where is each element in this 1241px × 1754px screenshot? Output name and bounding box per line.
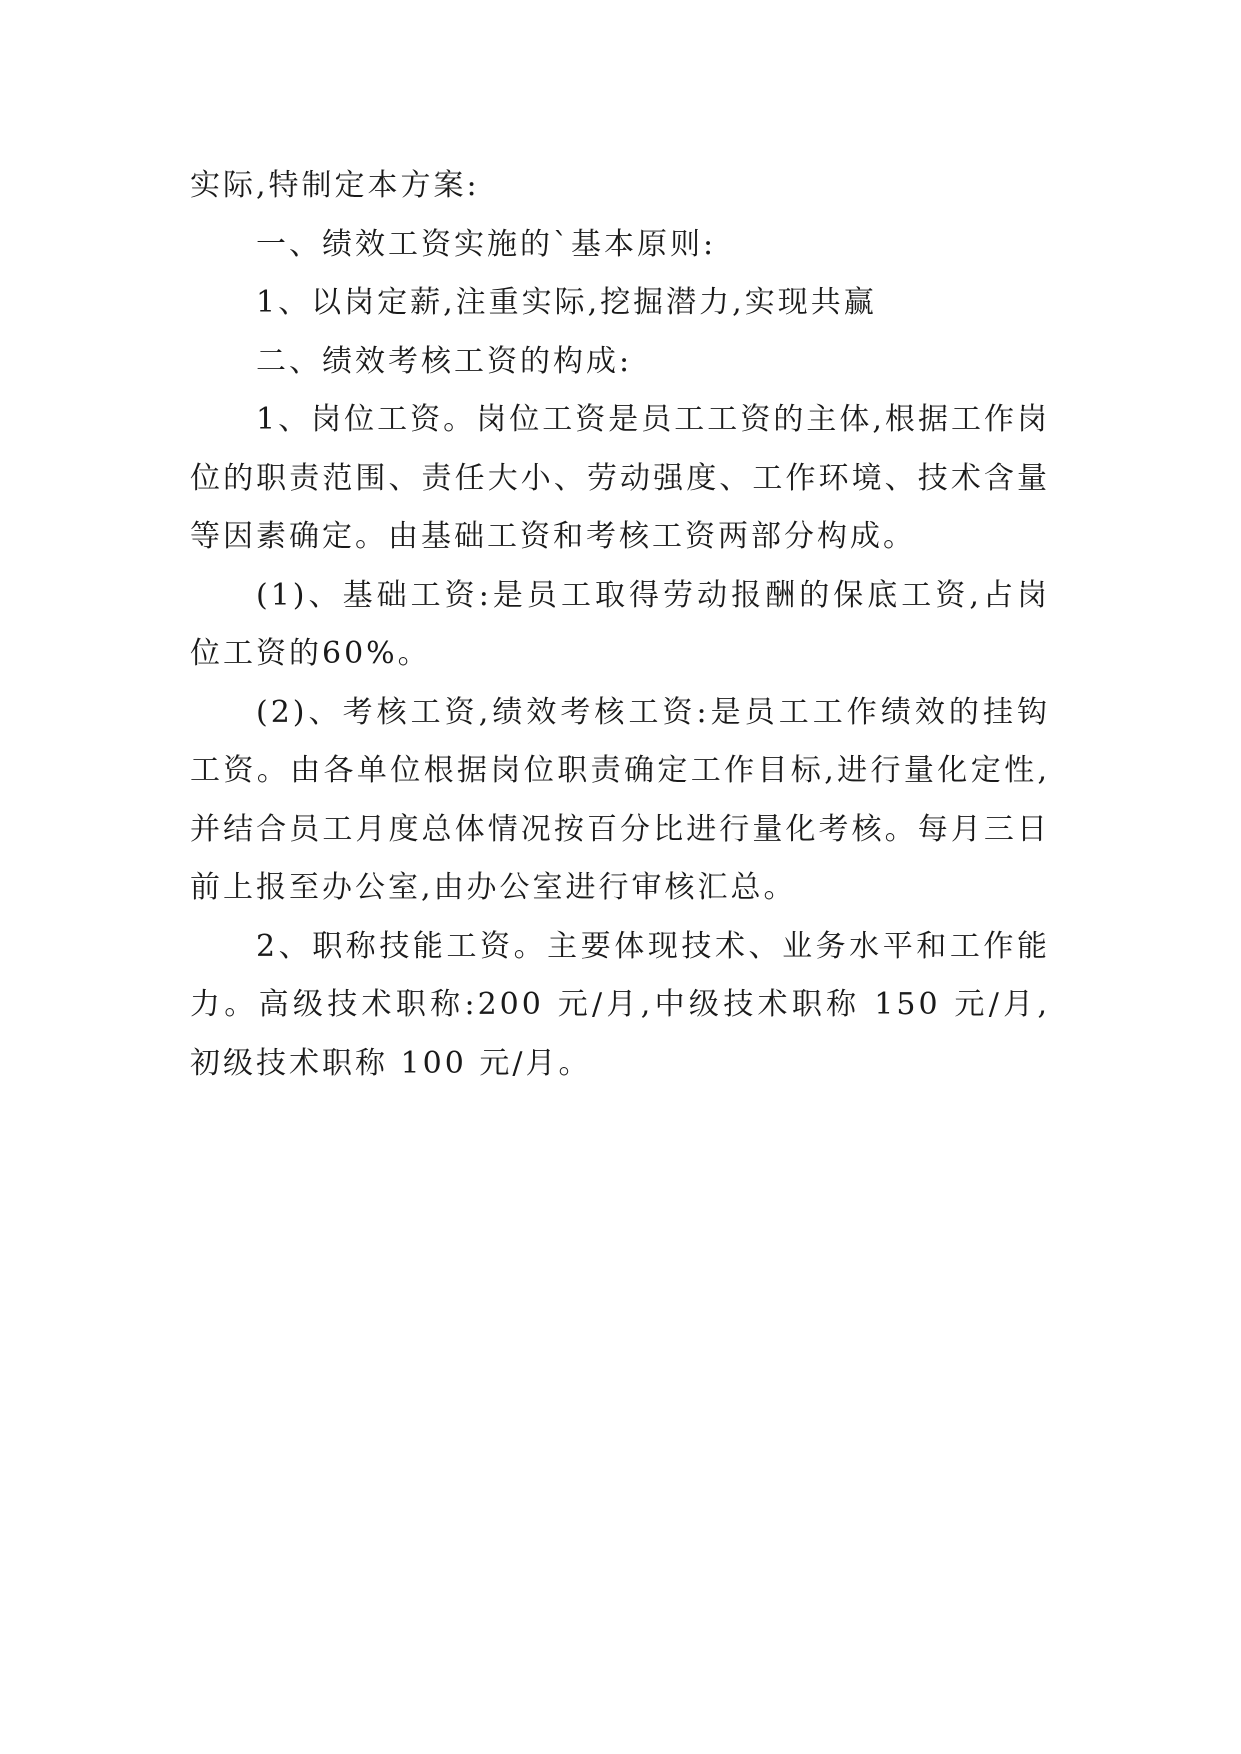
paragraph-base-salary: (1)、基础工资:是员工取得劳动报酬的保底工资,占岗位工资的60%。 <box>190 577 1050 671</box>
paragraph-assessment-salary: (2)、考核工资,绩效考核工资:是员工工作绩效的挂钩工资。由各单位根据岗位职责确定工作目标,进行量化定性,并结合员工月度总体情况按百分比进行量化考核。每月三日前上报至办公室,由办公室进行审核汇总。 <box>190 694 1050 905</box>
paragraph-post-salary: 1、岗位工资。岗位工资是员工工资的主体,根据工作岗位的职责范围、责任大小、劳动强度、工作环境、技术含量等因素确定。由基础工资和考核工资两部分构成。 <box>190 402 1050 554</box>
paragraph-intro-continuation: 实际,特制定本方案: <box>190 168 480 203</box>
principle-item-1: 1、以岗定薪,注重实际,挖掘潜力,实现共赢 <box>256 285 877 320</box>
paragraph-title-skill-salary: 2、职称技能工资。主要体现技术、业务水平和工作能力。高级技术职称:200 元/月,中级技术职称 150 元/月,初级技术职称 100 元/月。 <box>190 928 1050 1081</box>
document-body <box>190 157 1050 1093</box>
section-heading-principles: 一、绩效工资实施的`基本原则: <box>256 226 717 262</box>
section-heading-composition: 二、绩效考核工资的构成: <box>256 343 633 379</box>
